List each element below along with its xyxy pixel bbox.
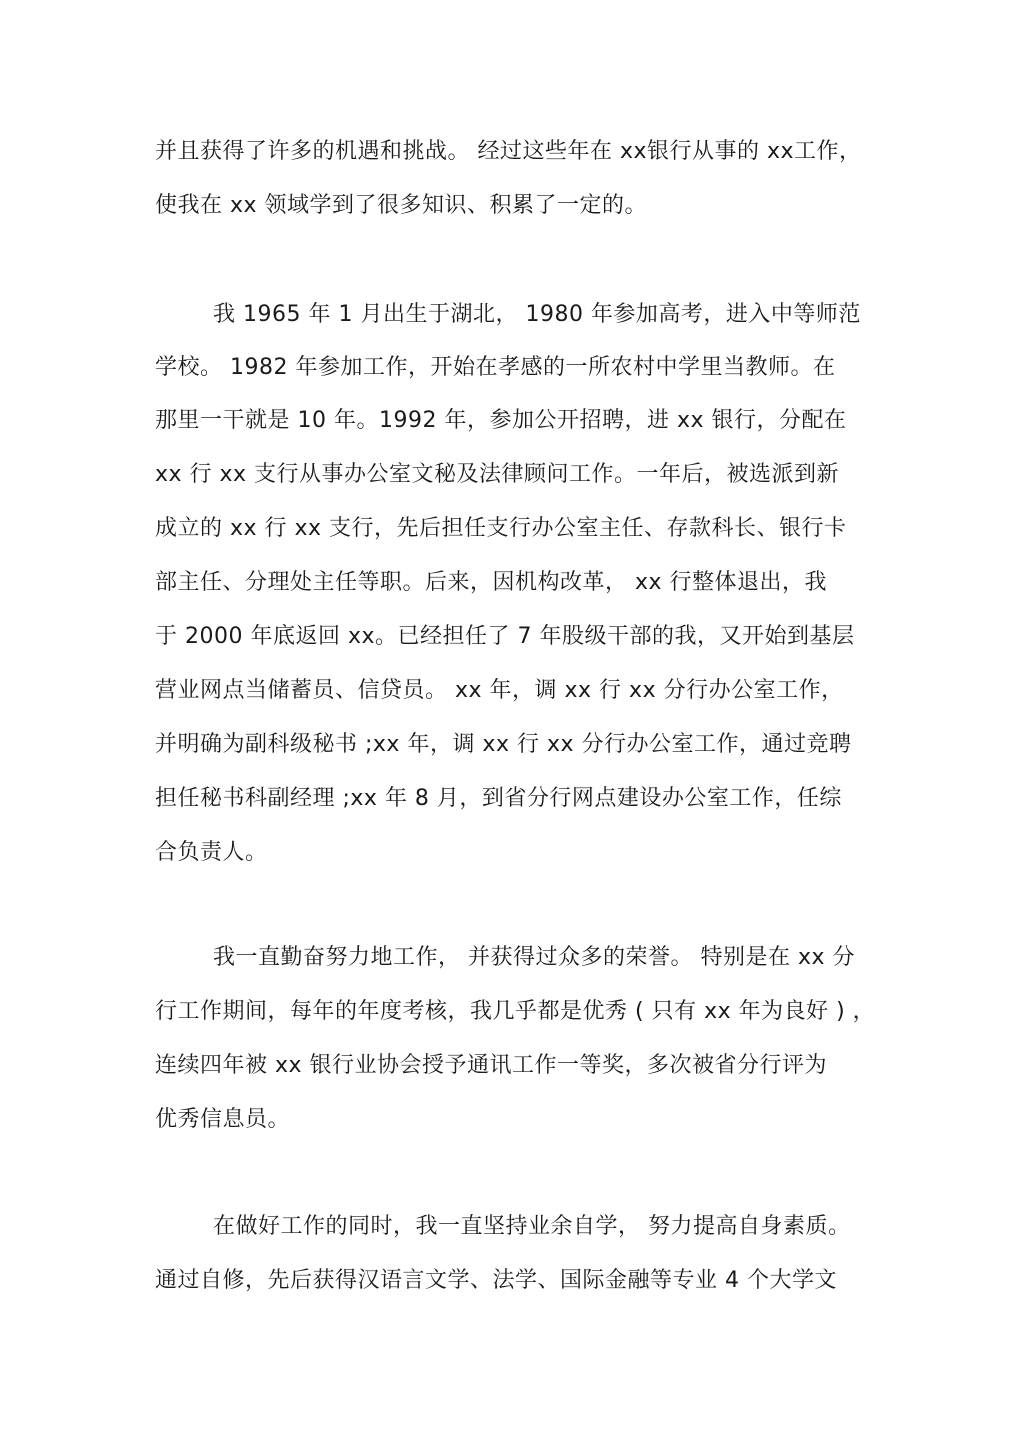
paragraph-line: 于 2000 年底返回 xx。已经担任了 7 年股级干部的我，又开始到基层 — [155, 624, 855, 649]
paragraph-line: 优秀信息员。 — [155, 1107, 291, 1132]
paragraph-line: 部主任、分理处主任等职。后来，因机构改革， xx 行整体退出，我 — [155, 570, 828, 595]
paragraph-line: 学校。 1982 年参加工作，开始在孝感的一所农村中学里当教师。在 — [155, 355, 836, 380]
paragraph-line: 那里一干就是 10 年。1992 年，参加公开招聘，进 xx 银行，分配在 — [155, 408, 847, 433]
paragraph-line: 通过自修，先后获得汉语言文学、法学、国际金融等专业 4 个大学文 — [155, 1268, 837, 1293]
paragraph-line: 我 1965 年 1 月出生于湖北， 1980 年参加高考，进入中等师范 — [213, 302, 861, 327]
paragraph-line: 并且获得了许多的机遇和挑战。 经过这些年在 xx银行从事的 xx工作， — [155, 139, 862, 164]
paragraph-line: 在做好工作的同时，我一直坚持业余自学， 努力提高自身素质。 — [213, 1214, 851, 1239]
paragraph-line: 并明确为副科级秘书 ;xx 年，调 xx 行 xx 分行办公室工作，通过竞聘 — [155, 732, 852, 757]
paragraph-line: 成立的 xx 行 xx 支行，先后担任支行办公室主任、存款科长、银行卡 — [155, 516, 847, 541]
paragraph-line: 使我在 xx 领域学到了很多知识、积累了一定的。 — [155, 193, 648, 218]
paragraph-line: 担任秘书科副经理 ;xx 年 8 月，到省分行网点建设办公室工作，任综 — [155, 786, 842, 811]
paragraph-line: 营业网点当储蓄员、信贷员。 xx 年，调 xx 行 xx 分行办公室工作， — [155, 678, 844, 703]
paragraph-line: 我一直勤奋努力地工作， 并获得过众多的荣誉。 特别是在 xx 分 — [213, 945, 856, 970]
paragraph-line: 行工作期间，每年的年度考核，我几乎都是优秀 ( 只有 xx 年为良好 ) ， — [155, 999, 876, 1024]
paragraph-line: 连续四年被 xx 银行业协会授予通讯工作一等奖，多次被省分行评为 — [155, 1053, 828, 1078]
paragraph-line: xx 行 xx 支行从事办公室文秘及法律顾问工作。一年后，被选派到新 — [155, 462, 840, 487]
paragraph-line: 合负责人。 — [155, 840, 268, 865]
